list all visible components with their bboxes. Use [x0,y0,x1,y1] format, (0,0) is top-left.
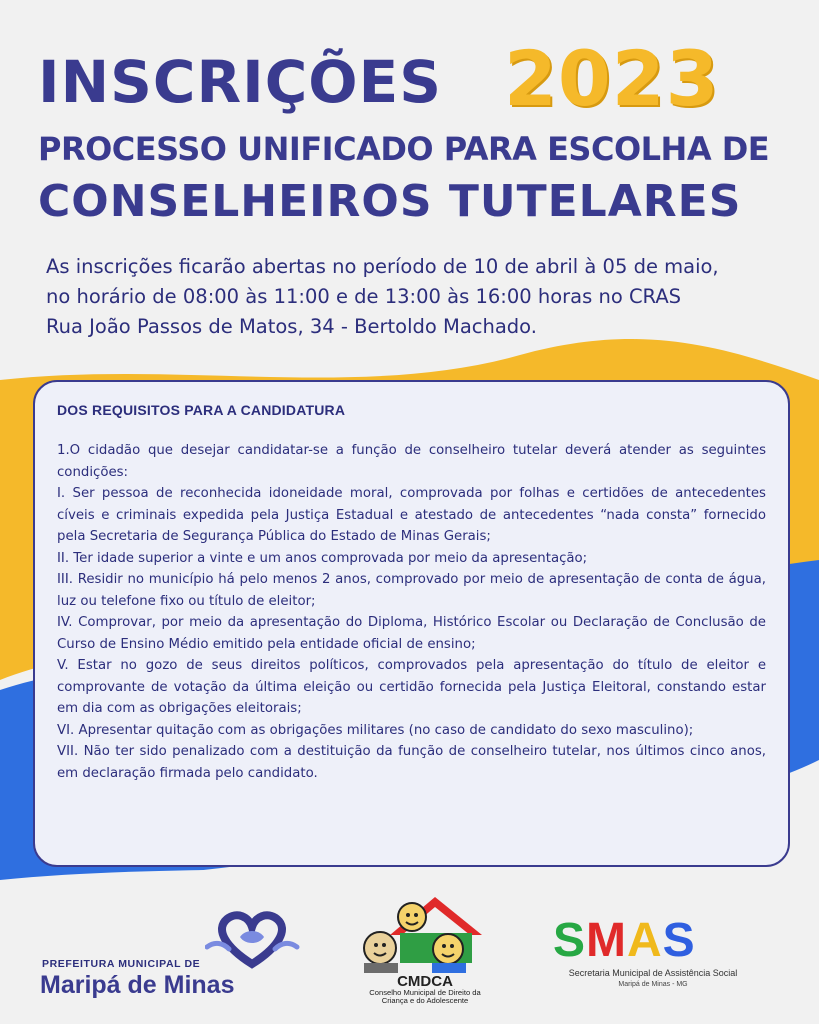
requirements-list [57,440,766,784]
title-inscricoes: INSCRIÇÕES [38,48,442,116]
cmdca-subtitle-line2: Criança e do Adolescente [381,996,469,1005]
children-house-icon [350,893,500,975]
heart-hands-icon [205,909,300,969]
smas-letter-m: M [586,914,627,967]
prefeitura-label: PREFEITURA MUNICIPAL DE [42,958,201,970]
requirement-item: I. Ser pessoa de reconhecida idoneidade moral, comprovada por folhas e certidões de antecedentes cíveis e criminais expedida pela Justiça Estadual e atestado de antecedentes “nada consta” fornecido pela Secretaria de Segurança Pública do Estado de Minas Gerais; [57,486,766,544]
requirements-heading: DOS REQUISITOS PARA A CANDIDATURA [57,402,346,418]
smas-location: Maripá de Minas - MG [618,981,688,988]
requirement-item: II. Ter idade superior a vinte e um anos comprovada por meio da apresentação; [57,550,588,566]
smas-subtitle: Secretaria Municipal de Assistência Social [568,968,738,978]
smas-letter-a: A [627,914,663,967]
intro-text [46,252,786,342]
intro-line-period: As inscrições ficarão abertas no período de 10 de abril à 05 de maio, [46,255,719,278]
requirement-intro: 1.O cidadão que desejar candidatar-se a função de conselheiro tutelar deverá atender as seguintes condições: [57,443,766,480]
cmdca-name: CMDCA [397,973,453,990]
smas-letter-s1: S [553,914,587,967]
smas-wordmark [553,914,696,967]
intro-line-hours: no horário de 08:00 às 11:00 e de 13:00 às 16:00 horas no CRAS [46,285,682,308]
requirement-item: VI. Apresentar quitação com as obrigações militares (no caso de candidato do sexo masculino); [57,722,694,738]
cmdca-subtitle [352,989,498,1005]
requirement-item: VII. Não ter sido penalizado com a destituição da função de conselheiro tutelar, nos últimos cinco anos, em declaração firmada pelo candidato. [57,744,766,781]
requirement-item: IV. Comprovar, por meio da apresentação do Diploma, Histórico Escolar ou Declaração de Conclusão de Curso de Ensino Médio emitido pela entidade oficial de ensino; [57,615,766,652]
requirement-item: III. Residir no município há pelo menos 2 anos, comprovado por meio de apresentação de conta de água, luz ou telefone fixo ou título de eleitor; [57,572,766,609]
logos-footer [0,885,819,1024]
title-year: 2023 [504,34,720,123]
prefeitura-name: Maripá de Minas [40,971,235,999]
cmdca-subtitle-line1: Conselho Municipal de Direito da [369,988,481,997]
subtitle-processo: PROCESSO UNIFICADO PARA ESCOLHA DE [38,130,770,168]
requirements-card [33,380,790,867]
intro-line-address: Rua João Passos de Matos, 34 - Bertoldo Machado. [46,315,537,338]
requirement-item: V. Estar no gozo de seus direitos políticos, comprovados pela apresentação do título de eleitor e comprovante de votação da última eleição ou certidão fornecida pela Justiça Eleitoral, constando estar em dia com as obrigações eleitorais; [57,658,766,716]
smas-letter-s2: S [662,914,696,967]
subtitle-conselheiros: CONSELHEIROS TUTELARES [38,176,742,227]
